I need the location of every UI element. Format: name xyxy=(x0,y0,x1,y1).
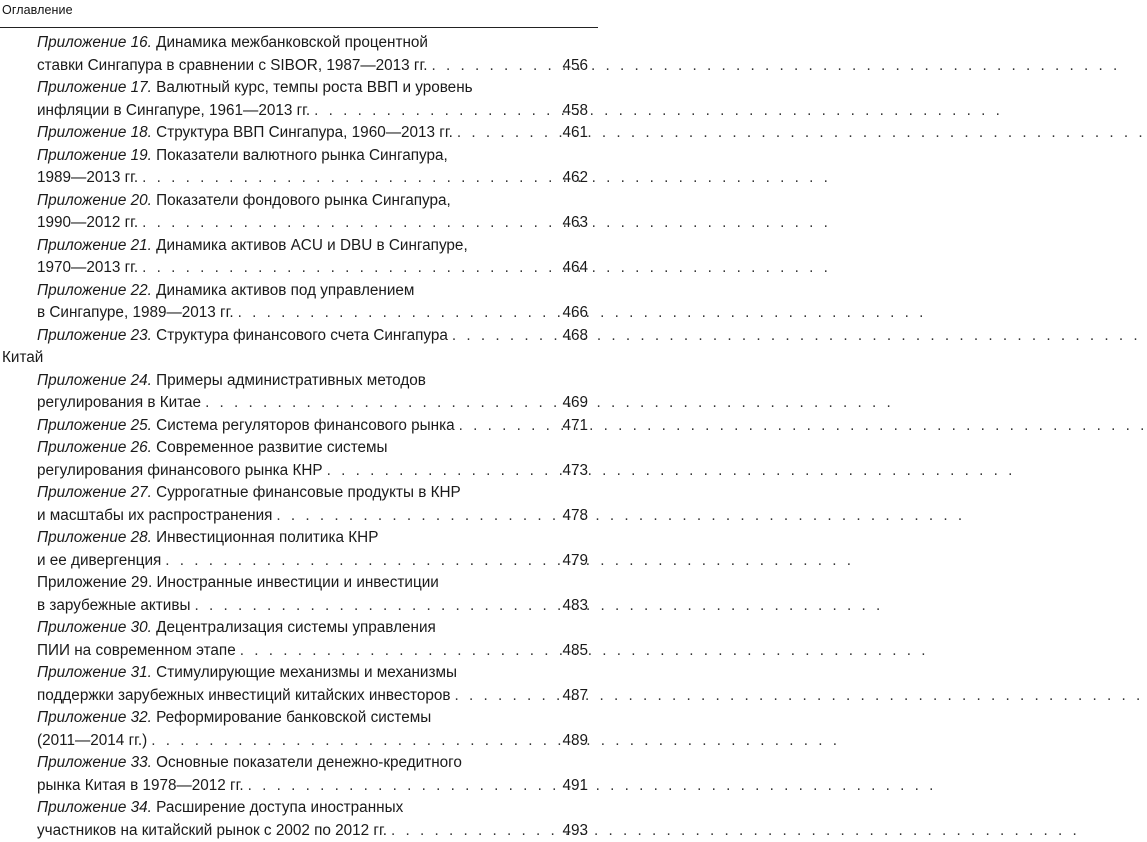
toc-entry-text xyxy=(37,799,403,816)
toc-entry-label: Приложение 27. xyxy=(37,484,152,501)
page-title: Оглавление xyxy=(2,3,73,17)
page-number: 493 xyxy=(558,820,588,842)
toc-entry-line xyxy=(37,77,588,100)
page-number: 462 xyxy=(558,167,588,190)
toc-entry-text xyxy=(37,529,378,546)
dot-leader xyxy=(138,257,558,280)
toc-entry[interactable] xyxy=(0,752,598,797)
toc-entry-text xyxy=(37,640,236,663)
dot-leader xyxy=(161,550,558,573)
toc-entry-title: Динамика активов под управлением xyxy=(156,282,414,299)
toc-entry-title: ПИИ на современном этапе xyxy=(37,642,236,659)
page-number: 464 xyxy=(558,257,588,280)
dot-leader xyxy=(450,685,558,708)
toc-entry-label: Приложение 20. xyxy=(37,192,152,209)
toc-entry-title: Расширение доступа иностранных xyxy=(156,799,403,816)
page-number: 483 xyxy=(558,595,588,618)
toc-entry-title: Валютный курс, темпы роста ВВП и уровень xyxy=(156,79,472,96)
toc-entry-line xyxy=(37,640,588,663)
toc-entry-title: 1970—2013 гг. xyxy=(37,259,138,276)
toc-entry-title: регулирования в Китае xyxy=(37,394,201,411)
page-number: 468 xyxy=(558,325,588,348)
toc-entry-label: Приложение 19. xyxy=(37,147,152,164)
toc-entry-title: Показатели фондового рынка Сингапура, xyxy=(156,192,451,209)
dot-leader xyxy=(387,820,559,842)
toc-entry-title: Инвестиционная политика КНР xyxy=(156,529,378,546)
toc-entry-line xyxy=(37,595,588,618)
toc-entry-line xyxy=(37,460,588,483)
toc-entry-text xyxy=(37,212,138,235)
toc-entry-label: Приложение 22. xyxy=(37,282,152,299)
toc-entry-text xyxy=(37,257,138,280)
toc-entry[interactable] xyxy=(0,797,598,842)
toc-entry-line xyxy=(37,145,588,168)
toc-entry-line xyxy=(37,55,588,78)
toc-entry-label: Приложение 25. xyxy=(37,417,152,434)
dot-leader xyxy=(244,775,559,798)
dot-leader xyxy=(448,325,559,348)
toc-entry-line xyxy=(37,235,588,258)
toc-entry-line xyxy=(37,730,588,753)
toc-entry-line xyxy=(37,257,588,280)
toc-entry-title: Система регуляторов финансового рынка xyxy=(156,417,455,434)
dot-leader xyxy=(138,212,558,235)
toc-entry-text xyxy=(37,100,310,123)
toc-entry-text xyxy=(37,325,448,348)
page-number: 461 xyxy=(558,122,588,145)
toc-entry-title: Основные показатели денежно-кредитного xyxy=(156,754,462,771)
toc-entry-text xyxy=(37,664,457,681)
toc-entry[interactable] xyxy=(0,77,598,122)
toc-entry-title: Иностранные инвестиции и инвестиции xyxy=(157,574,439,591)
toc-entry-line xyxy=(37,572,588,595)
toc-entry-text xyxy=(37,484,461,501)
dot-leader xyxy=(234,302,559,325)
toc-entry-label: Приложение 34. xyxy=(37,799,152,816)
dot-leader xyxy=(272,505,558,528)
dot-leader xyxy=(310,100,558,123)
toc-entry-text xyxy=(37,122,453,145)
page-number: 463 xyxy=(558,212,588,235)
toc-entry[interactable] xyxy=(0,190,598,235)
dot-leader xyxy=(323,460,559,483)
toc-entry-text xyxy=(37,775,244,798)
toc-entry-title: регулирования финансового рынка КНР xyxy=(37,462,323,479)
toc-entry-text xyxy=(37,55,427,78)
dot-leader xyxy=(453,122,559,145)
table-of-contents xyxy=(0,32,598,842)
toc-entry-label: Приложение 16. xyxy=(37,34,152,51)
toc-entry-title: инфляции в Сингапуре, 1961—2013 гг. xyxy=(37,102,310,119)
toc-entry[interactable] xyxy=(0,707,598,752)
toc-entry[interactable] xyxy=(0,662,598,707)
toc-entry-label: Приложение 32. xyxy=(37,709,152,726)
toc-entry-line xyxy=(37,32,588,55)
toc-entry-line xyxy=(37,212,588,235)
toc-entry[interactable] xyxy=(0,145,598,190)
toc-entry-text xyxy=(37,79,473,96)
dot-leader xyxy=(138,167,558,190)
toc-entry-title: в зарубежные активы xyxy=(37,597,190,614)
toc-entry-title: Суррогатные финансовые продукты в КНР xyxy=(156,484,461,501)
toc-entry[interactable] xyxy=(0,617,598,662)
page-number: 473 xyxy=(558,460,588,483)
toc-entry-text xyxy=(37,460,323,483)
page-number: 489 xyxy=(558,730,588,753)
toc-entry-label: Приложение 23. xyxy=(37,327,152,344)
toc-entry-label: Приложение 29. xyxy=(37,574,152,591)
dot-leader xyxy=(190,595,558,618)
toc-entry-line xyxy=(37,325,588,348)
toc-entry[interactable] xyxy=(0,280,598,325)
toc-entry-title: Динамика межбанковской процентной xyxy=(156,34,428,51)
toc-entry-label: Приложение 30. xyxy=(37,619,152,636)
page-number: 469 xyxy=(558,392,588,415)
toc-entry-line xyxy=(37,437,588,460)
dot-leader xyxy=(455,415,559,438)
toc-entry-title: рынка Китая в 1978—2012 гг. xyxy=(37,777,244,794)
toc-entry-title: Показатели валютного рынка Сингапура, xyxy=(156,147,448,164)
toc-entry-title: Структура финансового счета Сингапура xyxy=(156,327,448,344)
toc-entry-line xyxy=(37,662,588,685)
toc-entry-text xyxy=(37,439,388,456)
toc-entry-line xyxy=(37,752,588,775)
toc-entry-line xyxy=(37,617,588,640)
toc-entry-title: Стимулирующие механизмы и механизмы xyxy=(156,664,457,681)
toc-entry-label: Приложение 31. xyxy=(37,664,152,681)
toc-entry-line xyxy=(37,190,588,213)
toc-entry-label: Приложение 21. xyxy=(37,237,152,254)
page-number: 479 xyxy=(558,550,588,573)
toc-entry-text xyxy=(37,282,414,299)
toc-entry-title: Децентрализация системы управления xyxy=(156,619,436,636)
dot-leader xyxy=(201,392,558,415)
toc-entry[interactable] xyxy=(0,437,598,482)
toc-entry-title: (2011—2014 гг.) xyxy=(37,732,147,749)
toc-entry-text xyxy=(37,34,428,51)
toc-entry[interactable] xyxy=(0,482,598,527)
toc-entry-title: Примеры административных методов xyxy=(156,372,426,389)
toc-entry-text xyxy=(37,392,201,415)
page-number: 471 xyxy=(558,415,588,438)
section-heading: Китай xyxy=(0,347,598,370)
toc-entry-title: и ее дивергенция xyxy=(37,552,161,569)
page-number: 491 xyxy=(558,775,588,798)
toc-entry-line xyxy=(37,707,588,730)
toc-entry-text xyxy=(37,709,431,726)
toc-entry-line xyxy=(37,550,588,573)
toc-entry-title: 1990—2012 гг. xyxy=(37,214,138,231)
page-number: 485 xyxy=(558,640,588,663)
toc-entry-title: 1989—2013 гг. xyxy=(37,169,138,186)
toc-entry[interactable] xyxy=(0,415,598,438)
toc-entry-text xyxy=(37,619,436,636)
toc-entry-text xyxy=(37,505,272,528)
toc-entry-line xyxy=(37,505,588,528)
toc-entry-line xyxy=(37,122,588,145)
toc-entry-text xyxy=(37,754,462,771)
toc-entry-label: Приложение 24. xyxy=(37,372,152,389)
toc-entry-line xyxy=(37,100,588,123)
toc-entry-title: ставки Сингапура в сравнении с SIBOR, 1987—2013 гг. xyxy=(37,57,427,74)
toc-entry-line xyxy=(37,280,588,303)
page-number: 456 xyxy=(558,55,588,78)
toc-entry-line xyxy=(37,775,588,798)
dot-leader xyxy=(236,640,559,663)
page-number: 478 xyxy=(558,505,588,528)
toc-entry-line xyxy=(37,820,588,842)
toc-entry-line xyxy=(37,415,588,438)
toc-entry-label: Приложение 26. xyxy=(37,439,152,456)
toc-entry-line xyxy=(37,797,588,820)
toc-entry-text xyxy=(37,820,387,842)
toc-entry-text xyxy=(37,730,147,753)
toc-entry-title: Современное развитие системы xyxy=(156,439,387,456)
toc-entry-title: Динамика активов ACU и DBU в Сингапуре, xyxy=(156,237,468,254)
toc-entry-text xyxy=(37,372,426,389)
toc-entry-line xyxy=(37,167,588,190)
page-number: 466 xyxy=(558,302,588,325)
toc-entry-label: Приложение 33. xyxy=(37,754,152,771)
toc-entry-text xyxy=(37,192,451,209)
toc-entry-line xyxy=(37,685,588,708)
toc-entry[interactable] xyxy=(0,32,598,77)
toc-entry-label: Приложение 28. xyxy=(37,529,152,546)
toc-entry-text xyxy=(37,595,190,618)
toc-entry-title: в Сингапуре, 1989—2013 гг. xyxy=(37,304,234,321)
page-number: 458 xyxy=(558,100,588,123)
toc-entry-text xyxy=(37,415,455,438)
header-divider xyxy=(0,27,598,28)
toc-entry-text xyxy=(37,167,138,190)
toc-entry-title: Реформирование банковской системы xyxy=(156,709,431,726)
toc-entry-text xyxy=(37,302,234,325)
toc-entry-title: участников на китайский рынок с 2002 по 2012 гг. xyxy=(37,822,387,839)
toc-entry-label: Приложение 17. xyxy=(37,79,152,96)
toc-entry-text xyxy=(37,550,161,573)
toc-entry-line xyxy=(37,370,588,393)
toc-entry-label: Приложение 18. xyxy=(37,124,152,141)
toc-entry-text xyxy=(37,147,448,164)
toc-entry[interactable] xyxy=(0,370,598,415)
dot-leader xyxy=(147,730,558,753)
toc-entry-line xyxy=(37,527,588,550)
toc-entry[interactable] xyxy=(0,572,598,617)
page-header xyxy=(0,0,598,28)
dot-leader xyxy=(427,55,558,78)
page-number: 487 xyxy=(558,685,588,708)
toc-entry-text xyxy=(37,685,450,708)
toc-entry-title: поддержки зарубежных инвестиций китайских инвесторов xyxy=(37,687,450,704)
toc-entry-title: и масштабы их распространения xyxy=(37,507,272,524)
toc-entry[interactable] xyxy=(0,325,598,348)
toc-entry[interactable] xyxy=(0,235,598,280)
toc-entry-title: Структура ВВП Сингапура, 1960—2013 гг. xyxy=(156,124,453,141)
toc-entry-text xyxy=(37,237,468,254)
toc-entry-line xyxy=(37,482,588,505)
toc-entry[interactable] xyxy=(0,122,598,145)
toc-entry-text xyxy=(37,574,439,591)
toc-entry[interactable] xyxy=(0,527,598,572)
toc-entry-line xyxy=(37,302,588,325)
toc-entry-line xyxy=(37,392,588,415)
